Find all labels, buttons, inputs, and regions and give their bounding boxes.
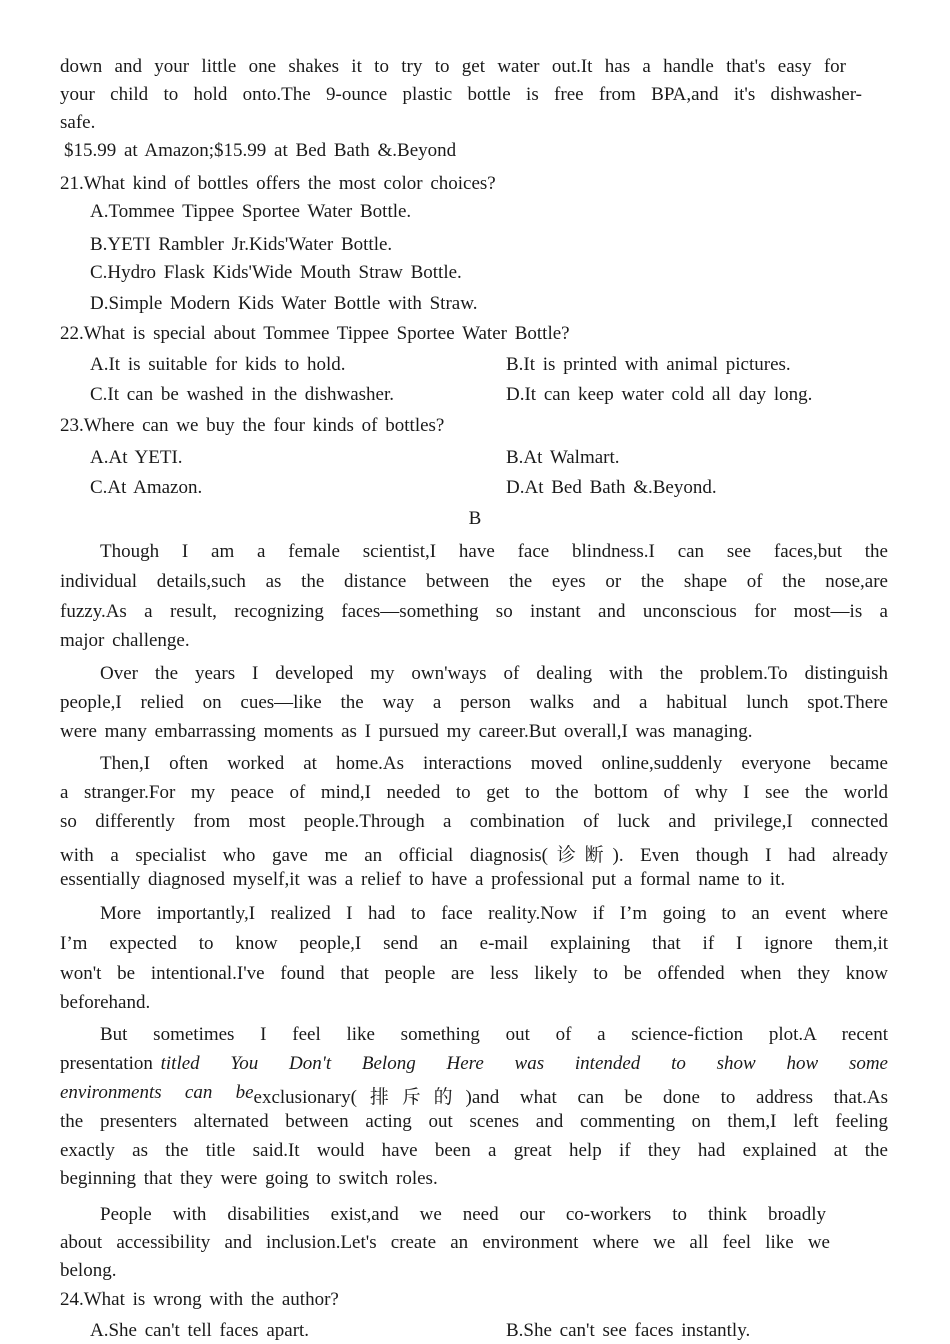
answer-option[interactable]: D.Simple Modern Kids Water Bottle with Straw. [90,293,478,314]
passage-a-line: safe. [60,112,96,133]
passage-a-line: your child to hold onto.The 9-ounce plastic bottle is free from BPA,and it's dishwasher- [60,84,862,105]
answer-option[interactable]: D.It can keep water cold all day long. [506,384,813,405]
price-line: $15.99 at Amazon;$15.99 at Bed Bath &.Beyond [64,140,457,161]
paragraph-line: beforehand. [60,992,151,1013]
answer-option[interactable]: B.YETI Rambler Jr.Kids'Water Bottle. [90,234,393,255]
paragraph-line: exactly as the title said.It would have been a great help if they had explained at the [60,1140,888,1161]
paragraph-line: individual details,such as the distance between the eyes or the shape of the nose,are [60,571,888,592]
answer-option[interactable]: A.She can't tell faces apart. [90,1320,310,1341]
answer-option[interactable]: D.At Bed Bath &.Beyond. [506,477,717,498]
answer-option[interactable]: C.It can be washed in the dishwasher. [90,384,394,405]
paragraph-line: I’m expected to know people,I send an e-mail explaining that if I ignore them,it [60,933,888,954]
paragraph-line: won't be intentional.I've found that people are less likely to be offended when they know [60,963,888,984]
paragraph-line [60,1053,888,1075]
paragraph-line: people,I relied on cues—like the way a person walks and a habitual lunch spot.There [60,692,888,713]
answer-option[interactable]: B.It is printed with animal pictures. [506,354,791,375]
italic-title-text: titled You Don't Belong Here was intended to show how some [160,1053,888,1074]
question-stem: 21.What kind of bottles offers the most color choices? [60,173,496,194]
paragraph-line: so differently from most people.Through a combination of luck and privilege,I connected [60,811,888,832]
answer-option[interactable]: A.Tommee Tippee Sportee Water Bottle. [90,201,412,222]
paragraph-line: major challenge. [60,630,190,651]
paragraph-line: the presenters alternated between acting out scenes and commenting on them,I left feeling [60,1111,888,1132]
paragraph-line: about accessibility and inclusion.Let's create an environment where we all feel like we [60,1232,830,1253]
paragraph-line: Then,I often worked at home.As interactions moved online,suddenly everyone became [100,753,888,774]
answer-option[interactable]: C.Hydro Flask Kids'Wide Mouth Straw Bottle. [90,262,462,283]
answer-option[interactable]: C.At Amazon. [90,477,203,498]
answer-option[interactable]: B.She can't see faces instantly. [506,1320,751,1341]
paragraph-line [60,1082,888,1109]
paragraph-line: But sometimes I feel like something out of a science-fiction plot.A recent [100,1024,888,1045]
section-heading: B [468,508,482,529]
question-stem: 23.Where can we buy the four kinds of bottles? [60,415,445,436]
plain-text: presentation [60,1053,161,1074]
question-stem: 24.What is wrong with the author? [60,1289,339,1310]
paragraph-line: Though I am a female scientist,I have face blindness.I can see faces,but the [100,541,888,562]
paragraph-line: More importantly,I realized I had to face reality.Now if I’m going to an event where [100,903,888,924]
question-stem: 22.What is special about Tommee Tippee Sportee Water Bottle? [60,323,570,344]
paragraph-line: essentially diagnosed myself,it was a relief to have a professional put a formal name to it. [60,869,786,890]
plain-text: exclusionary(排斥的)and what can be done to address that.As [253,1087,888,1108]
paragraph-line: fuzzy.As a result, recognizing faces—something so instant and unconscious for most—is a [60,601,888,622]
answer-option[interactable]: A.It is suitable for kids to hold. [90,354,346,375]
paragraph-line: beginning that they were going to switch roles. [60,1168,438,1189]
paragraph-line: were many embarrassing moments as I pursued my career.But overall,I was managing. [60,721,753,742]
paragraph-line: with a specialist who gave me an official diagnosis(诊断). Even though I had already [60,845,888,866]
answer-option[interactable]: A.At YETI. [90,447,183,468]
paragraph-line: belong. [60,1260,117,1281]
passage-a-line: down and your little one shakes it to try to get water out.It has a handle that's easy for [60,56,846,77]
paragraph-line: a stranger.For my peace of mind,I needed to get to the bottom of why I see the world [60,782,888,803]
paragraph-line: People with disabilities exist,and we need our co-workers to think broadly [100,1204,826,1225]
italic-title-text: environments can be [60,1082,254,1103]
paragraph-line: Over the years I developed my own'ways of dealing with the problem.To distinguish [100,663,888,684]
answer-option[interactable]: B.At Walmart. [506,447,620,468]
